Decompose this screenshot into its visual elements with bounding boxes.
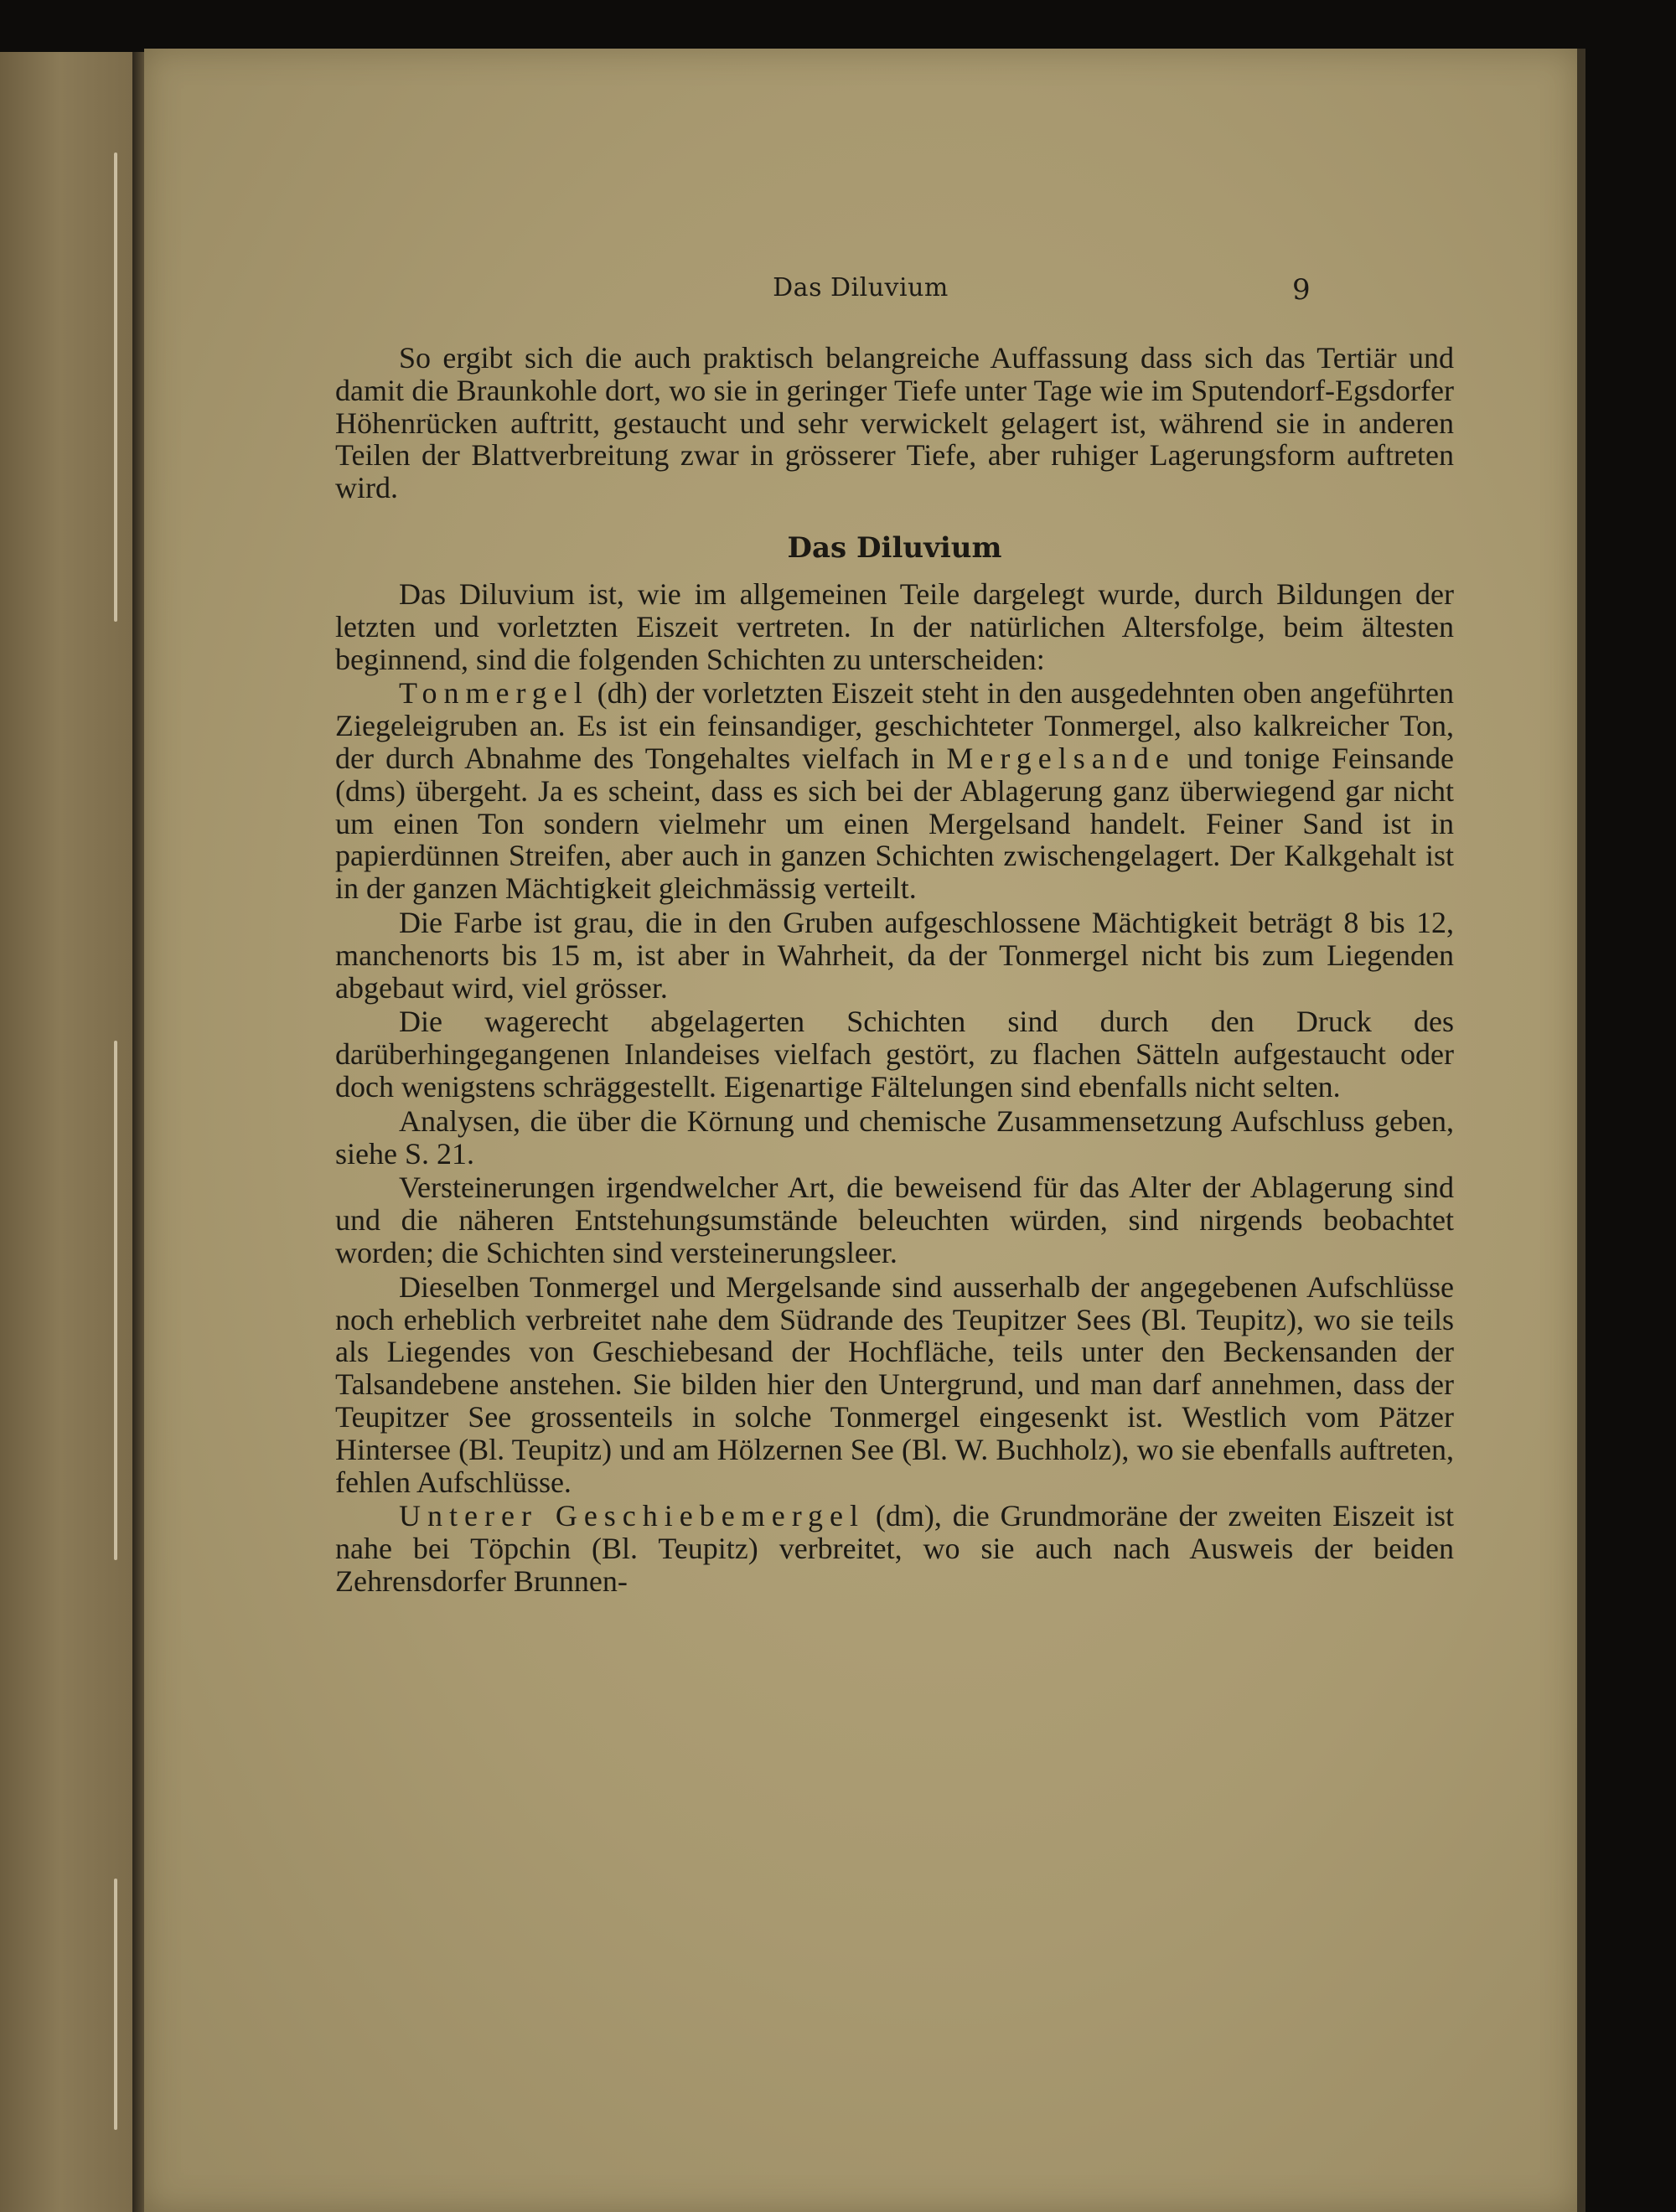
binding-thread [114,152,117,622]
spaced-term: Unterer Geschiebemergel [399,1499,866,1533]
spaced-term: Tonmergel [399,676,589,711]
body-text [335,342,1454,1600]
binding-thread [114,1879,117,2130]
page-header [144,273,1577,310]
paragraph: Die Farbe ist grau, die in den Gruben aufgeschlossene Mächtigkeit beträgt 8 bis 12, manchenorts bis 15 m, ist aber in Wahrheit, da der Tonmergel nicht bis zum Liegenden abgebaut wird, viel grösser. [335,905,1454,1005]
paragraph [335,1500,1454,1597]
paragraph-text: (dm), die Grundmoräne der zweiten Eiszeit ist nahe bei Töpchin (Bl. Teupitz) verbreitet, wo sie auch nach Ausweis der beiden Zehrensdorfer Brunnen- [335,1499,1454,1598]
spaced-term: Mergelsande [946,741,1176,775]
paragraph: Versteinerungen irgendwelcher Art, die beweisend für das Alter der Ablagerung sind und die näheren Entstehungsumstände beleuchten würden, sind nirgends beobachtet worden; die Schichten sind versteinerungsleer. [335,1171,1454,1269]
page-number: 9 [1292,273,1311,307]
book-page [144,49,1577,2212]
left-page-edge [0,52,132,2212]
page-right-edge [1577,49,1585,2212]
paragraph: Dieselben Tonmergel und Mergelsande sind ausserhalb der angegebenen Aufschlüsse noch erheblich verbreitet nahe dem Südrande des Teupitzer Sees (Bl. Teupitz), wo sie teils als Liegendes von Geschiebesand der Hochfläche, teils unter den Beckensanden der Talsandebene anstehen. Sie bilden hier den Untergrund, und man darf annehmen, dass der Teupitzer See grossenteils in solche Tonmergel eingesenkt ist. Westlich vom Pätzer Hintersee (Bl. Teupitz) und am Hölzernen See (Bl. W. Buchholz), wo sie ebenfalls auftreten, fehlen Aufschlüsse. [335,1269,1454,1499]
paragraph-text: und tonige Feinsande (dms) übergeht. Ja es scheint, dass es sich bei der Ablagerung ganz überwiegend gar nicht um einen Ton sondern vielmehr um einen Mergelsand handelt. Feiner Sand ist in papierdünnen Streifen, aber auch in ganzen Schichten zwischengelagert. Der Kalkgehalt ist in der ganzen Mächtigkeit gleichmässig verteilt. [335,741,1455,906]
book-gutter [132,52,144,2212]
paragraph: Das Diluvium ist, wie im allgemeinen Teile dargelegt wurde, durch Bildungen der letzten und vorletzten Eiszeit vertreten. In der natürlichen Altersfolge, beim ältesten beginnend, sind die folgenden Schichten zu unterscheiden: [335,576,1454,676]
paragraph-text: (dh) der vorletzten Eiszeit steht in den ausgedehnten oben angeführten Ziegeleigruben an. Es ist ein feinsandiger, geschichteter Tonmergel, also kalkreicher Ton, der durch Abnahme des Tongehaltes vielfach in [335,676,1454,775]
paragraph: Analysen, die über die Körnung und chemische Zusammensetzung Aufschluss geben, siehe S. 21. [335,1103,1454,1171]
binding-thread [114,1041,117,1560]
paragraph: So ergibt sich die auch praktisch belangreiche Auffassung dass sich das Tertiär und damit die Braunkohle dort, wo sie in geringer Tiefe unter Tage wie im Sputendorf-Egsdorfer Höhenrücken auftritt, gestaucht und sehr verwickelt gelagert ist, während sie in anderen Teilen der Blattverbreitung zwar in grösserer Tiefe, aber ruhiger Lagerungsform auftreten wird. [335,341,1454,505]
paragraph: Die wagerecht abgelagerten Schichten sind durch den Druck des darüberhingegangenen Inlandeises vielfach gestört, zu flachen Sätteln aufgestaucht oder doch wenigstens schräggestellt. Eigenartige Fältelungen sind ebenfalls nicht selten. [335,1005,1454,1103]
paragraph [335,677,1454,905]
running-head: Das Diluvium [773,273,949,302]
section-heading: Das Diluvium [787,530,1002,565]
